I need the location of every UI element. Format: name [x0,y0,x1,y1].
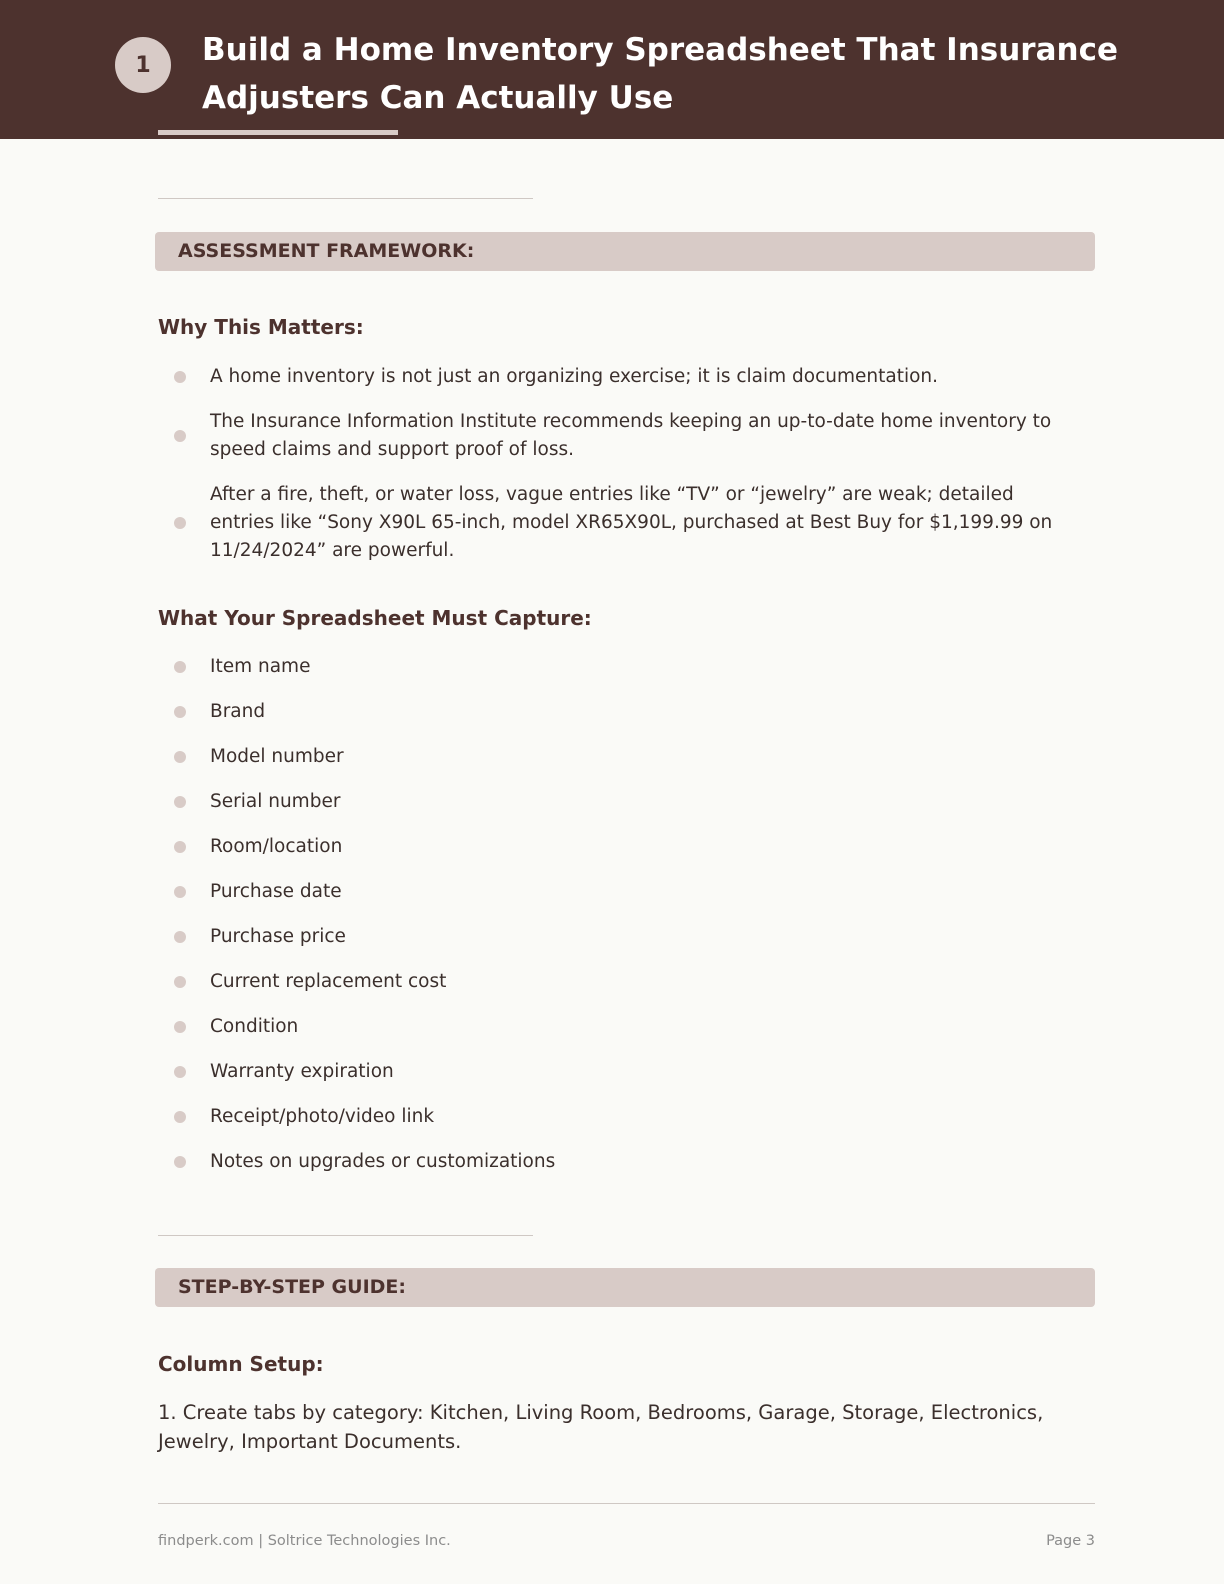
footer-source: findperk.com | Soltrice Technologies Inc. [158,1533,451,1549]
list-item: Item name [174,653,1074,698]
bullet-icon [174,371,186,383]
list-item: Model number [174,743,1074,788]
bullet-icon [174,976,186,988]
bullet-icon [174,1111,186,1123]
bullet-icon [174,517,186,529]
bullet-icon [174,841,186,853]
bullet-icon [174,886,186,898]
bullet-icon [174,931,186,943]
bullet-icon [174,1066,186,1078]
assessment-framework-bar: ASSESSMENT FRAMEWORK: [155,232,1095,271]
list-item: Room/location [174,833,1074,878]
list-item: A home inventory is not just an organizing exercise; it is claim documentation. [174,363,1074,391]
why-this-matters-list [174,363,1074,565]
column-setup-step-1: 1. Create tabs by category: Kitchen, Living Room, Bedrooms, Garage, Storage, Electronics, Jewelry, Important Documents. [158,1401,1044,1453]
list-item: Condition [174,1013,1074,1058]
list-item: Purchase date [174,878,1074,923]
spreadsheet-capture-heading: What Your Spreadsheet Must Capture: [158,606,592,630]
list-item: After a fire, theft, or water loss, vague entries like “TV” or “jewelry” are weak; detailed entries like “Sony X90L 65-inch, model XR65X90L, purchased at Best Buy for $1,199.99 on 11/24/2024” are powerful. [174,481,1074,565]
list-item: Current replacement cost [174,968,1074,1013]
page-header [0,0,1224,139]
spreadsheet-capture-list [174,653,1074,1193]
footer-divider [158,1503,1095,1504]
title-underline [158,130,398,135]
page-title: Build a Home Inventory Spreadsheet That Insurance Adjusters Can Actually Use [202,32,1118,116]
bullet-icon [174,751,186,763]
bullet-icon [174,796,186,808]
bullet-icon [174,706,186,718]
page-number: Page 3 [1046,1533,1095,1549]
list-item: Serial number [174,788,1074,833]
step-by-step-guide-bar: STEP-BY-STEP GUIDE: [155,1268,1095,1307]
section-divider [158,1235,533,1236]
list-item: The Insurance Information Institute recommends keeping an up-to-date home inventory to speed claims and support proof of loss. [174,408,1074,464]
why-this-matters-heading: Why This Matters: [158,315,364,339]
step-number-badge: 1 [115,37,171,93]
list-item: Purchase price [174,923,1074,968]
list-item: Warranty expiration [174,1058,1074,1103]
list-item: Notes on upgrades or customizations [174,1148,1074,1193]
bullet-icon [174,1156,186,1168]
list-item: Receipt/photo/video link [174,1103,1074,1148]
bullet-icon [174,430,186,442]
bullet-icon [174,1021,186,1033]
list-item: Brand [174,698,1074,743]
section-divider [158,198,533,199]
column-setup-heading: Column Setup: [158,1352,324,1376]
bullet-icon [174,661,186,673]
